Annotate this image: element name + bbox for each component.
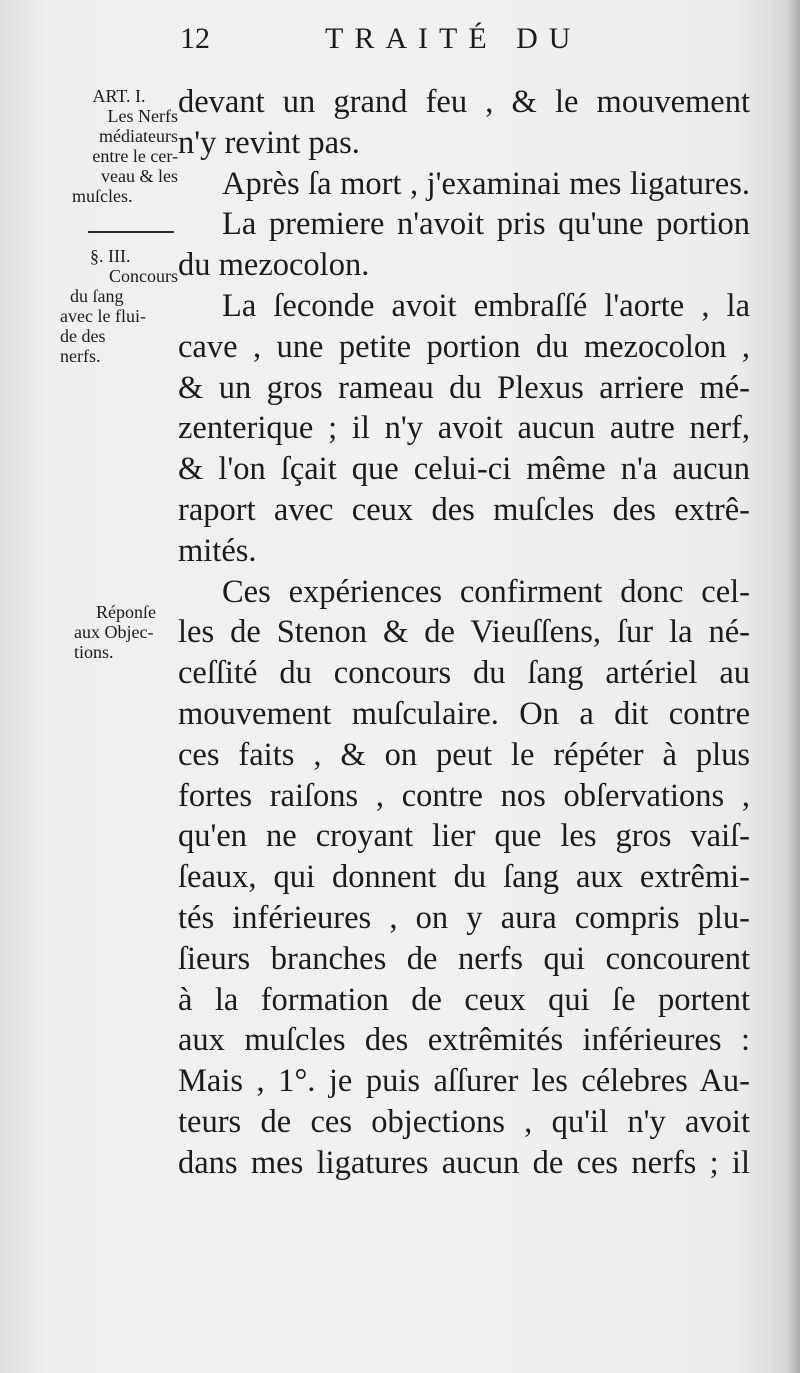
margin-note-line: nerfs. — [60, 346, 101, 366]
text-line: ceſſité du concours du ſang artériel au — [178, 655, 750, 692]
margin-note-line: du ſang — [70, 286, 124, 306]
text-line: Ces expériences confirment donc cel- — [222, 573, 750, 610]
running-title: TRAITÉ DU — [325, 22, 582, 55]
margin-note-line: muſcles. — [72, 186, 133, 206]
text-line: & l'on ſçait que celui-ci même n'a aucun — [178, 451, 750, 488]
margin-note-section — [60, 246, 178, 366]
page-number: 12 — [180, 22, 210, 55]
text-line: teurs de ces objections , qu'il n'y avoit — [178, 1103, 750, 1140]
margin-note-line: Les Nerfs — [107, 106, 178, 126]
text-line: La premiere n'avoit pris qu'une portion — [222, 206, 750, 243]
margin-note-line: de des — [60, 326, 106, 346]
margin-note-line: Concours — [109, 266, 178, 286]
text-line: La ſeconde avoit embraſſé l'aorte , la — [222, 287, 750, 324]
text-line: zenterique ; il n'y avoit aucun autre nerf, — [178, 410, 750, 447]
page-edge-shadow — [786, 0, 800, 1373]
margin-divider — [88, 231, 174, 233]
text-line: tés inférieures , on y aura compris plu- — [178, 899, 750, 936]
text-line: ſeaux, qui donnent du ſang aux extrêmi- — [178, 859, 750, 896]
margin-note-line: §. III. — [90, 246, 131, 266]
margin-note-line: veau & les — [101, 166, 178, 186]
text-line: à la formation de ceux qui ſe portent — [178, 981, 750, 1018]
margin-note-line: Réponſe — [96, 602, 156, 622]
page-header — [0, 22, 800, 62]
text-line: n'y revint pas. — [178, 124, 360, 161]
margin-note-line: médiateurs — [99, 126, 178, 146]
text-line: les de Stenon & de Vieuſſens, ſur la né- — [178, 614, 750, 651]
text-line: Après ſa mort , j'examinai mes ligatures. — [222, 165, 750, 202]
text-line: cave , une petite portion du mezocolon , — [178, 328, 750, 365]
margin-note-line: ART. I. — [92, 86, 146, 106]
text-line: du mezocolon. — [178, 247, 370, 284]
margin-note-line: aux Objec- — [74, 622, 154, 642]
text-line: ſieurs branches de nerfs qui concourent — [178, 940, 750, 977]
text-line: devant un grand feu , & le mouvement — [178, 84, 750, 120]
text-line: raport avec ceux des muſcles des extrê- — [178, 491, 750, 528]
main-text — [178, 82, 750, 1184]
text-line: mouvement muſculaire. On a dit contre — [178, 695, 750, 732]
text-line: qu'en ne croyant lier que les gros vaiſ- — [178, 818, 750, 855]
margin-note-line: entre le cer- — [92, 146, 178, 166]
text-line: dans mes ligatures aucun de ces nerfs ; il — [178, 1144, 750, 1181]
margin-note-line: avec le flui- — [60, 306, 146, 326]
margin-note-line: tions. — [74, 642, 114, 662]
text-line: ces faits , & on peut le répéter à plus — [178, 736, 750, 773]
text-line: fortes raiſons , contre nos obſervations , — [178, 777, 750, 814]
text-line: mités. — [178, 532, 257, 569]
margin-note-response — [60, 602, 178, 662]
text-line: aux muſcles des extrêmités inférieures : — [178, 1022, 750, 1059]
text-line: & un gros rameau du Plexus arriere mé- — [178, 369, 750, 406]
text-line: Mais , 1°. je puis aſſurer les célebres Au- — [178, 1063, 750, 1100]
margin-note-article — [60, 86, 178, 206]
